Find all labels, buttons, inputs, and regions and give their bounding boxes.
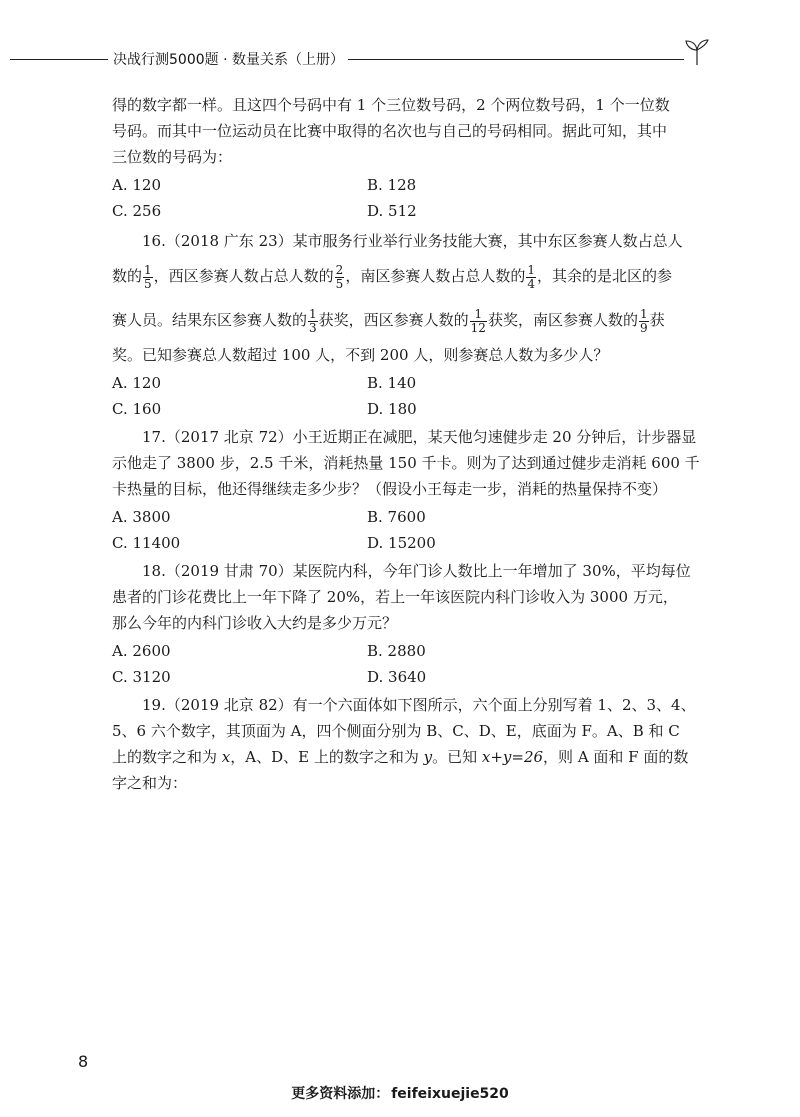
footer-label: 更多资料添加： (291, 1086, 390, 1102)
option-b: B. 7600 (367, 508, 426, 526)
intro-line-1: 得的数字都一样。且这四个号码中有 1 个三位数号码，2 个两位数号码，1 个一位数 (112, 96, 670, 114)
option-c: C. 256 (112, 202, 162, 220)
fraction: $\frac{1}{9}$ (639, 306, 648, 335)
q17-line-3: 卡热量的目标，他还得继续走多少步？（假设小王每走一步，消耗的热量保持不变） (112, 480, 668, 498)
q18-options (112, 638, 704, 690)
q18-line-2: 患者的门诊花费比上一年下降了 20%，若上一年该医院内科门诊收入为 3000 万元， (112, 588, 678, 606)
q16-options (112, 370, 704, 422)
intro-line-3: 三位数的号码为： (112, 148, 233, 166)
option-d: D. 512 (367, 202, 417, 220)
option-a: A. 120 (112, 374, 161, 392)
option-a: A. 3800 (112, 508, 171, 526)
option-b: B. 2880 (367, 642, 426, 660)
q18-line-1: 18.（2019 甘肃 70）某医院内科，今年门诊人数比上一年增加了 30%，平均每位 (142, 562, 691, 580)
option-c: C. 11400 (112, 534, 181, 552)
option-c: C. 160 (112, 400, 162, 418)
option-a: A. 120 (112, 176, 161, 194)
q16-line-1: 16.（2018 广东 23）某市服务行业举行业务技能大赛，其中东区参赛人数占总人 (142, 232, 683, 250)
q16-line-3: 赛人员。结果东区参赛人数的 $\frac{1}{3}$ 获奖，西区参赛人数的 $\frac{1}{12}$ 获奖，南区参赛人数的 $\frac{1}{9}$ 获 (112, 306, 665, 335)
option-d: D. 3640 (367, 668, 427, 686)
q18-line-3: 那么今年的内科门诊收入大约是多少万元？ (112, 614, 398, 632)
q17-line-1: 17.（2017 北京 72）小王近期正在减肥，某天他匀速健步走 20 分钟后，计步器显 (142, 428, 697, 446)
option-b: B. 128 (367, 176, 417, 194)
footer-contact (0, 1083, 800, 1103)
q17-line-2: 示他走了 3800 步，2.5 千米，消耗热量 150 千卡。则为了达到通过健步走消耗 600 千 (112, 454, 700, 472)
q16-line-2: 数的 $\frac{1}{5}$ ，西区参赛人数占总人数的 $\frac{2}{5}$ ，南区参赛人数占总人数的 $\frac{1}{4}$ ，其余的是北区的参 (112, 262, 672, 291)
intro-line-2: 号码。而其中一位运动员在比赛中取得的名次也与自己的号码相同。据此可知，其中 (112, 122, 668, 140)
option-d: D. 15200 (367, 534, 436, 552)
fraction: $\frac{1}{3}$ (309, 306, 317, 335)
option-a: A. 2600 (112, 642, 171, 660)
q16-line-4: 奖。已知参赛总人数超过 100 人，不到 200 人，则参赛总人数为多少人？ (112, 346, 609, 364)
header-rule-right (348, 59, 684, 60)
fraction: $\frac{1}{12}$ (470, 306, 486, 335)
option-c: C. 3120 (112, 668, 171, 686)
option-d: D. 180 (367, 400, 417, 418)
fraction: $\frac{2}{5}$ (335, 262, 344, 291)
q19-line-2: 5、6 六个数字，其顶面为 A，四个侧面分别为 B、C、D、E，底面为 F。A、B 和 C (112, 722, 680, 740)
footer-id: feifeixuejie520 (391, 1086, 509, 1102)
q17-options (112, 504, 704, 556)
fraction: $\frac{1}{4}$ (527, 262, 535, 291)
intro-options (112, 172, 704, 224)
page-number: 8 (78, 1052, 89, 1071)
page-content (112, 92, 704, 796)
option-b: B. 140 (367, 374, 417, 392)
fraction: $\frac{1}{5}$ (144, 262, 152, 291)
q19-line-4: 字之和为： (112, 774, 188, 792)
q19-line-1: 19.（2019 北京 82）有一个六面体如下图所示，六个面上分别写着 1、2、3、4、 (142, 696, 696, 714)
book-title: 决战行测5000题 · 数量关系（上册） (113, 52, 344, 68)
q19-line-3: 上的数字之和为 x，A、D、E 上的数字之和为 y。已知 x+y=26，则 A 面和 F 面的数 (112, 748, 689, 766)
running-header (0, 46, 800, 70)
sprout-icon (684, 38, 710, 66)
header-rule-left (10, 59, 108, 60)
